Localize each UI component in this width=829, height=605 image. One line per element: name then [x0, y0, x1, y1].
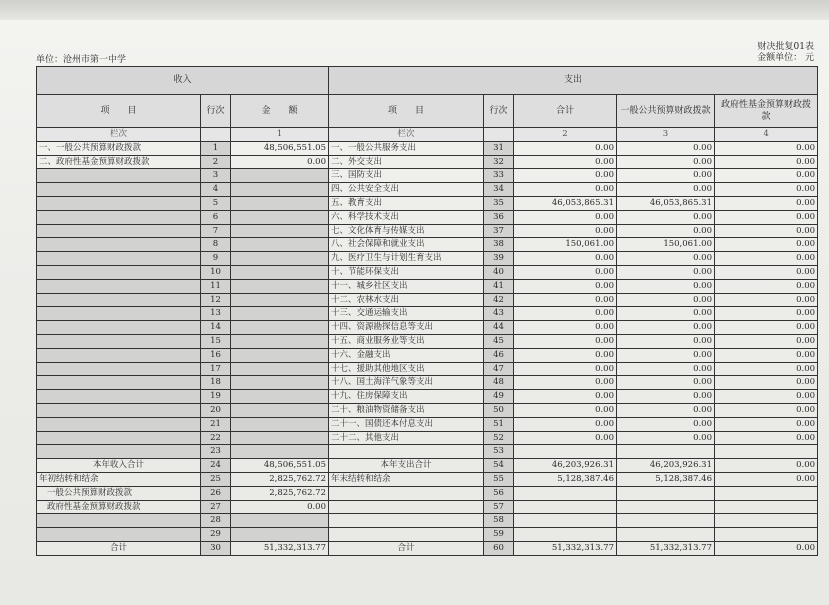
income-amount-cell: 0.00: [231, 155, 329, 169]
expense-rowno-cell: 34: [484, 183, 514, 197]
income-amount-cell: 2,825,762.72: [231, 472, 329, 486]
expense-rowno-cell: 40: [484, 265, 514, 279]
general-budget-cell: 0.00: [617, 224, 715, 238]
income-item-cell: [37, 445, 201, 459]
expense-rowno-cell: 60: [484, 541, 514, 555]
expense-rowno-cell: 37: [484, 224, 514, 238]
general-budget-cell: 0.00: [617, 293, 715, 307]
income-item-cell: [37, 307, 201, 321]
income-rowno-cell: 11: [201, 279, 231, 293]
expense-item-cell: 十四、资源勘探信息等支出: [329, 321, 484, 335]
income-item-cell: [37, 403, 201, 417]
gov-fund-cell: 0.00: [715, 169, 818, 183]
expense-item-cell: 二、外交支出: [329, 155, 484, 169]
expense-item-cell: 年末结转和结余: [329, 472, 484, 486]
expense-rowno-cell: 46: [484, 348, 514, 362]
expense-total-cell: 0.00: [514, 417, 617, 431]
index-label-right: 栏次: [329, 128, 484, 142]
gov-fund-cell: 0.00: [715, 238, 818, 252]
expense-total-cell: 0.00: [514, 265, 617, 279]
general-budget-cell: 46,203,926.31: [617, 459, 715, 473]
income-amount-cell: [231, 183, 329, 197]
expense-item-cell: 十三、交通运输支出: [329, 307, 484, 321]
expense-item-cell: 九、医疗卫生与计划生育支出: [329, 252, 484, 266]
gov-fund-cell: 0.00: [715, 196, 818, 210]
income-item-cell: 年初结转和结余: [37, 472, 201, 486]
expense-rowno-cell: 35: [484, 196, 514, 210]
expense-rowno-cell: 52: [484, 431, 514, 445]
general-budget-cell: 0.00: [617, 252, 715, 266]
expense-rowno-cell: 55: [484, 472, 514, 486]
income-rowno-cell: 19: [201, 390, 231, 404]
table-row: [37, 472, 818, 486]
income-rowno-cell: 16: [201, 348, 231, 362]
expense-rowno-cell: 45: [484, 334, 514, 348]
income-rowno-cell: 21: [201, 417, 231, 431]
gov-fund-cell: [715, 486, 818, 500]
gov-fund-cell: [715, 528, 818, 542]
income-rowno-cell: 5: [201, 196, 231, 210]
income-rowno-cell: 17: [201, 362, 231, 376]
expense-item-cell: 八、社会保障和就业支出: [329, 238, 484, 252]
income-amount-cell: [231, 431, 329, 445]
expense-total-cell: 0.00: [514, 334, 617, 348]
expense-item-cell: 六、科学技术支出: [329, 210, 484, 224]
gov-fund-cell: 0.00: [715, 459, 818, 473]
index-general-no: 3: [617, 128, 715, 142]
income-amount-cell: [231, 252, 329, 266]
column-header-row: [37, 95, 818, 128]
expense-total-cell: 0.00: [514, 141, 617, 155]
expense-item-cell: 本年支出合计: [329, 459, 484, 473]
expense-rowno-cell: 58: [484, 514, 514, 528]
gov-fund-cell: 0.00: [715, 307, 818, 321]
income-rowno-cell: 29: [201, 528, 231, 542]
table-row: [37, 403, 818, 417]
income-rowno-cell: 18: [201, 376, 231, 390]
expense-total-cell: [514, 445, 617, 459]
expense-total-cell: 0.00: [514, 293, 617, 307]
income-rowno-cell: 30: [201, 541, 231, 555]
income-item-cell: [37, 183, 201, 197]
table-row: [37, 238, 818, 252]
section-header-row: [37, 67, 818, 95]
income-amount-cell: [231, 293, 329, 307]
income-item-cell: [37, 376, 201, 390]
income-amount-cell: [231, 169, 329, 183]
general-budget-cell: 0.00: [617, 169, 715, 183]
general-budget-cell: 0.00: [617, 362, 715, 376]
income-rowno-cell: 2: [201, 155, 231, 169]
expense-rowno-header: 行次: [484, 95, 514, 128]
expense-total-cell: [514, 486, 617, 500]
income-item-cell: 一般公共预算财政拨款: [37, 486, 201, 500]
general-budget-cell: 0.00: [617, 265, 715, 279]
income-item-cell: [37, 334, 201, 348]
expense-item-cell: [329, 500, 484, 514]
income-item-cell: 本年收入合计: [37, 459, 201, 473]
gov-fund-cell: 0.00: [715, 224, 818, 238]
income-rowno-cell: 22: [201, 431, 231, 445]
income-amount-cell: [231, 417, 329, 431]
table-row: [37, 486, 818, 500]
income-amount-cell: [231, 334, 329, 348]
expense-item-cell: 十八、国土海洋气象等支出: [329, 376, 484, 390]
index-amount-no: 1: [231, 128, 329, 142]
general-budget-cell: 0.00: [617, 334, 715, 348]
income-amount-cell: [231, 279, 329, 293]
table-row: [37, 196, 818, 210]
income-section-title: 收入: [37, 67, 329, 95]
income-rowno-cell: 13: [201, 307, 231, 321]
expense-total-cell: 0.00: [514, 169, 617, 183]
general-budget-cell: 0.00: [617, 307, 715, 321]
income-rowno-cell: 26: [201, 486, 231, 500]
expense-total-cell: 0.00: [514, 390, 617, 404]
income-item-cell: [37, 528, 201, 542]
expense-total-cell: 150,061.00: [514, 238, 617, 252]
expense-item-cell: 十六、金融支出: [329, 348, 484, 362]
table-row: [37, 210, 818, 224]
expense-item-cell: 十二、农林水支出: [329, 293, 484, 307]
table-row: [37, 514, 818, 528]
general-budget-cell: 0.00: [617, 417, 715, 431]
table-row: [37, 321, 818, 335]
income-item-cell: [37, 224, 201, 238]
expense-rowno-cell: 53: [484, 445, 514, 459]
form-info: [718, 42, 814, 64]
income-item-cell: [37, 279, 201, 293]
income-item-cell: [37, 238, 201, 252]
table-row: [37, 362, 818, 376]
gov-fund-cell: 0.00: [715, 265, 818, 279]
expense-item-cell: 四、公共安全支出: [329, 183, 484, 197]
general-budget-cell: 0.00: [617, 279, 715, 293]
expense-item-cell: 二十、粮油物资储备支出: [329, 403, 484, 417]
table-row: [37, 459, 818, 473]
income-rowno-header: 行次: [201, 95, 231, 128]
income-rowno-cell: 1: [201, 141, 231, 155]
gov-fund-cell: 0.00: [715, 183, 818, 197]
expense-total-cell: 46,203,926.31: [514, 459, 617, 473]
general-budget-cell: 0.00: [617, 155, 715, 169]
expense-total-cell: [514, 514, 617, 528]
income-amount-header: 金 额: [231, 95, 329, 128]
expense-rowno-cell: 57: [484, 500, 514, 514]
expense-item-cell: 十九、住房保障支出: [329, 390, 484, 404]
expense-rowno-cell: 36: [484, 210, 514, 224]
income-rowno-cell: 23: [201, 445, 231, 459]
income-rowno-cell: 12: [201, 293, 231, 307]
expense-rowno-cell: 48: [484, 376, 514, 390]
income-item-cell: 一、一般公共预算财政拨款: [37, 141, 201, 155]
income-item-cell: [37, 431, 201, 445]
expense-total-cell: 0.00: [514, 403, 617, 417]
form-code: 财决批复01表: [757, 42, 814, 52]
gov-fund-cell: 0.00: [715, 403, 818, 417]
expense-item-cell: [329, 528, 484, 542]
table-row: [37, 390, 818, 404]
income-rowno-cell: 27: [201, 500, 231, 514]
gov-fund-cell: 0.00: [715, 362, 818, 376]
income-item-cell: [37, 417, 201, 431]
table-row: [37, 293, 818, 307]
general-budget-cell: 46,053,865.31: [617, 196, 715, 210]
general-budget-cell: 5,128,387.46: [617, 472, 715, 486]
gov-fund-cell: [715, 500, 818, 514]
expense-item-header: 项 目: [329, 95, 484, 128]
general-budget-cell: 0.00: [617, 431, 715, 445]
income-item-cell: [37, 348, 201, 362]
expense-rowno-cell: 32: [484, 155, 514, 169]
expense-rowno-cell: 39: [484, 252, 514, 266]
expense-item-cell: 二十一、国债还本付息支出: [329, 417, 484, 431]
expense-item-cell: 十五、商业服务业等支出: [329, 334, 484, 348]
income-item-cell: [37, 293, 201, 307]
income-rowno-cell: 24: [201, 459, 231, 473]
general-budget-cell: 51,332,313.77: [617, 541, 715, 555]
expense-total-cell: 0.00: [514, 279, 617, 293]
unit-label: 单位：沧州市第一中学: [36, 55, 127, 65]
income-item-cell: [37, 390, 201, 404]
gov-fund-cell: 0.00: [715, 279, 818, 293]
table-row: [37, 155, 818, 169]
gov-fund-cell: 0.00: [715, 390, 818, 404]
index-total-no: 2: [514, 128, 617, 142]
general-budget-header: 一般公共预算财政拨款: [617, 95, 715, 128]
expense-item-cell: 五、教育支出: [329, 196, 484, 210]
expense-item-cell: [329, 445, 484, 459]
expense-total-cell: 5,128,387.46: [514, 472, 617, 486]
gov-fund-cell: 0.00: [715, 541, 818, 555]
table-row: [37, 252, 818, 266]
expense-total-cell: 0.00: [514, 252, 617, 266]
expense-item-cell: 三、国防支出: [329, 169, 484, 183]
income-rowno-cell: 4: [201, 183, 231, 197]
general-budget-cell: 0.00: [617, 348, 715, 362]
income-amount-cell: [231, 445, 329, 459]
general-budget-cell: [617, 486, 715, 500]
expense-rowno-cell: 43: [484, 307, 514, 321]
expense-rowno-cell: 54: [484, 459, 514, 473]
expense-total-cell: 0.00: [514, 224, 617, 238]
income-rowno-cell: 20: [201, 403, 231, 417]
expense-total-cell: 46,053,865.31: [514, 196, 617, 210]
income-item-cell: [37, 362, 201, 376]
expense-rowno-cell: 47: [484, 362, 514, 376]
income-amount-cell: [231, 238, 329, 252]
table-row: [37, 265, 818, 279]
table-row: [37, 279, 818, 293]
table-row: [37, 500, 818, 514]
expense-total-cell: 0.00: [514, 210, 617, 224]
expense-item-cell: 十七、援助其他地区支出: [329, 362, 484, 376]
income-item-cell: [37, 265, 201, 279]
gov-fund-cell: 0.00: [715, 321, 818, 335]
gov-fund-cell: 0.00: [715, 210, 818, 224]
expense-total-cell: 51,332,313.77: [514, 541, 617, 555]
expense-rowno-cell: 33: [484, 169, 514, 183]
general-budget-cell: 0.00: [617, 321, 715, 335]
income-amount-cell: 48,506,551.05: [231, 141, 329, 155]
table-row: [37, 376, 818, 390]
income-item-cell: 合计: [37, 541, 201, 555]
expense-rowno-cell: 31: [484, 141, 514, 155]
table-row: [37, 528, 818, 542]
expense-item-cell: 十一、城乡社区支出: [329, 279, 484, 293]
income-amount-cell: [231, 403, 329, 417]
gov-fund-cell: 0.00: [715, 431, 818, 445]
table-row: [37, 417, 818, 431]
table-row: [37, 445, 818, 459]
page-top-edge: [0, 0, 829, 20]
index-fund-no: 4: [715, 128, 818, 142]
income-amount-cell: [231, 265, 329, 279]
income-rowno-cell: 7: [201, 224, 231, 238]
gov-fund-cell: 0.00: [715, 348, 818, 362]
expense-total-header: 合计: [514, 95, 617, 128]
table-row: [37, 183, 818, 197]
income-rowno-cell: 3: [201, 169, 231, 183]
expense-total-cell: 0.00: [514, 307, 617, 321]
income-item-cell: [37, 514, 201, 528]
table-row: [37, 307, 818, 321]
table-row: [37, 224, 818, 238]
expense-rowno-cell: 59: [484, 528, 514, 542]
general-budget-cell: [617, 445, 715, 459]
gov-fund-cell: 0.00: [715, 293, 818, 307]
expense-rowno-cell: 49: [484, 390, 514, 404]
table-row: [37, 348, 818, 362]
expense-rowno-cell: 41: [484, 279, 514, 293]
income-amount-cell: [231, 224, 329, 238]
gov-fund-header: 政府性基金预算财政拨款: [715, 95, 818, 128]
income-item-cell: [37, 196, 201, 210]
gov-fund-cell: 0.00: [715, 417, 818, 431]
income-item-cell: [37, 252, 201, 266]
expense-rowno-cell: 56: [484, 486, 514, 500]
table-row: [37, 541, 818, 555]
income-rowno-cell: 14: [201, 321, 231, 335]
gov-fund-cell: 0.00: [715, 141, 818, 155]
income-item-cell: 二、政府性基金预算财政拨款: [37, 155, 201, 169]
expense-total-cell: [514, 500, 617, 514]
expense-rowno-cell: 51: [484, 417, 514, 431]
table-row: [37, 141, 818, 155]
income-amount-cell: 2,825,762.72: [231, 486, 329, 500]
income-amount-cell: 48,506,551.05: [231, 459, 329, 473]
final-accounts-table: [36, 66, 818, 556]
general-budget-cell: [617, 514, 715, 528]
expense-item-cell: 十、节能环保支出: [329, 265, 484, 279]
expense-item-cell: 一、一般公共服务支出: [329, 141, 484, 155]
income-item-header: 项 目: [37, 95, 201, 128]
general-budget-cell: 0.00: [617, 141, 715, 155]
gov-fund-cell: [715, 514, 818, 528]
gov-fund-cell: 0.00: [715, 376, 818, 390]
expense-rowno-cell: 50: [484, 403, 514, 417]
index-label-left: 栏次: [37, 128, 201, 142]
expense-item-cell: 合计: [329, 541, 484, 555]
income-item-cell: 政府性基金预算财政拨款: [37, 500, 201, 514]
general-budget-cell: 0.00: [617, 390, 715, 404]
general-budget-cell: 0.00: [617, 403, 715, 417]
income-amount-cell: [231, 321, 329, 335]
gov-fund-cell: 0.00: [715, 334, 818, 348]
income-amount-cell: [231, 196, 329, 210]
expense-item-cell: 二十二、其他支出: [329, 431, 484, 445]
income-amount-cell: 0.00: [231, 500, 329, 514]
income-rowno-cell: 28: [201, 514, 231, 528]
income-amount-cell: [231, 514, 329, 528]
income-rowno-cell: 25: [201, 472, 231, 486]
expense-item-cell: [329, 514, 484, 528]
income-rowno-cell: 15: [201, 334, 231, 348]
table-row: [37, 431, 818, 445]
column-index-row: [37, 128, 818, 142]
expense-total-cell: 0.00: [514, 321, 617, 335]
income-amount-cell: 51,332,313.77: [231, 541, 329, 555]
expense-total-cell: 0.00: [514, 183, 617, 197]
income-rowno-cell: 8: [201, 238, 231, 252]
income-rowno-cell: 9: [201, 252, 231, 266]
expense-total-cell: 0.00: [514, 348, 617, 362]
income-item-cell: [37, 210, 201, 224]
general-budget-cell: 150,061.00: [617, 238, 715, 252]
general-budget-cell: [617, 500, 715, 514]
expense-section-title: 支出: [329, 67, 818, 95]
gov-fund-cell: 0.00: [715, 472, 818, 486]
expense-total-cell: 0.00: [514, 362, 617, 376]
income-amount-cell: [231, 348, 329, 362]
expense-total-cell: [514, 528, 617, 542]
expense-rowno-cell: 42: [484, 293, 514, 307]
expense-total-cell: 0.00: [514, 376, 617, 390]
income-amount-cell: [231, 390, 329, 404]
expense-total-cell: 0.00: [514, 155, 617, 169]
income-amount-cell: [231, 210, 329, 224]
gov-fund-cell: [715, 445, 818, 459]
general-budget-cell: [617, 528, 715, 542]
income-rowno-cell: 6: [201, 210, 231, 224]
gov-fund-cell: 0.00: [715, 155, 818, 169]
expense-total-cell: 0.00: [514, 431, 617, 445]
table-row: [37, 169, 818, 183]
gov-fund-cell: 0.00: [715, 252, 818, 266]
currency-unit: 金额单位： 元: [757, 53, 814, 63]
expense-rowno-cell: 38: [484, 238, 514, 252]
table-row: [37, 334, 818, 348]
general-budget-cell: 0.00: [617, 210, 715, 224]
general-budget-cell: 0.00: [617, 376, 715, 390]
general-budget-cell: 0.00: [617, 183, 715, 197]
income-amount-cell: [231, 362, 329, 376]
expense-item-cell: 七、文化体育与传媒支出: [329, 224, 484, 238]
income-rowno-cell: 10: [201, 265, 231, 279]
expense-rowno-cell: 44: [484, 321, 514, 335]
income-amount-cell: [231, 528, 329, 542]
income-item-cell: [37, 169, 201, 183]
expense-item-cell: [329, 486, 484, 500]
income-amount-cell: [231, 376, 329, 390]
income-item-cell: [37, 321, 201, 335]
income-amount-cell: [231, 307, 329, 321]
